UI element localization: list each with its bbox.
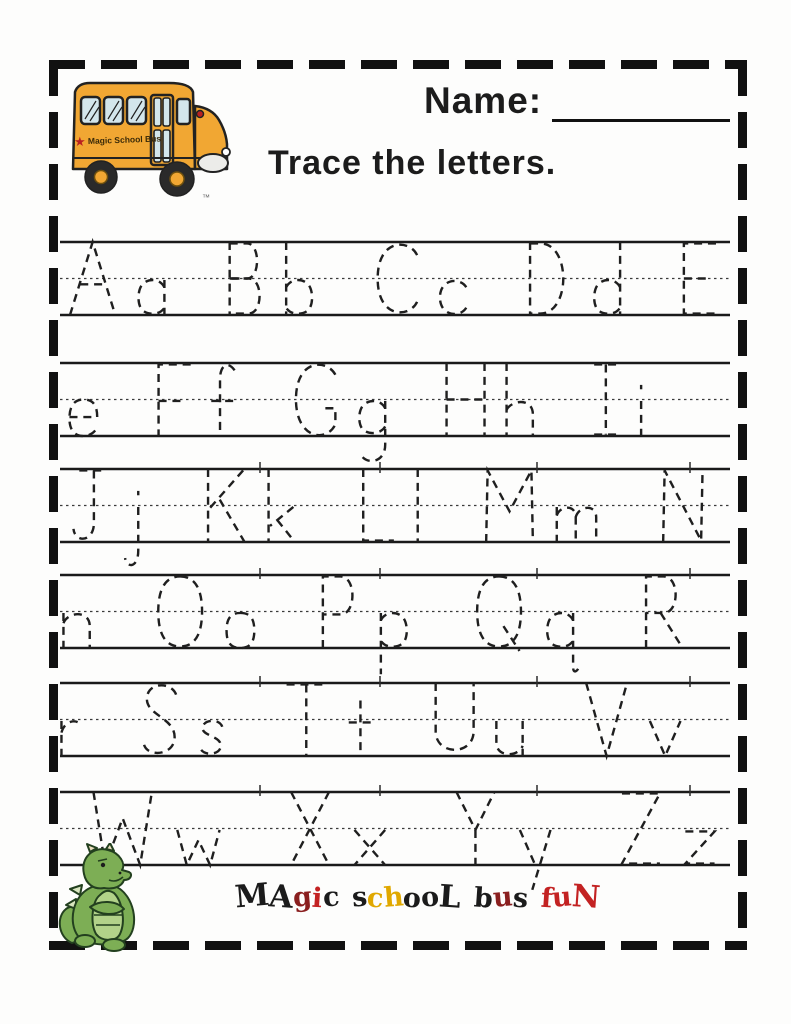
footer-letter [339,907,352,908]
name-row [424,80,730,122]
trace-letter [650,721,681,756]
footer-letter: o [419,881,441,914]
dragon-illustration [56,843,156,955]
trace-letter [447,363,485,436]
footer-letter: f [539,882,554,915]
trace-letter [177,830,219,865]
footer-letter: c [366,882,385,915]
footer-letter: s [350,881,369,914]
footer-letter: s [511,882,529,915]
footer-letter [461,905,474,906]
footer-letter: o [402,882,423,915]
footer-letter: A [268,878,295,916]
trace-letter [557,507,596,542]
trace-letter [138,280,164,315]
trace-letter [349,701,372,756]
footer-title [233,874,602,923]
trace-letter [61,721,81,756]
name-label: Name: [424,80,543,121]
trace-letter [436,683,474,750]
instruction-heading: Trace the letters. [268,144,557,182]
trace-letter [547,613,579,671]
dragon-icon [56,843,156,955]
footer-letter: g [292,881,314,914]
trace-letter [496,721,522,756]
trace-letter [440,281,466,314]
footer-letter: c [321,881,341,914]
trace-letter [363,469,394,541]
trace-letter [684,243,716,313]
trace-letter [230,242,260,315]
trace-letter [211,365,234,436]
name-blank-line [552,85,730,122]
footer-letter: u [551,881,574,914]
school-bus-icon [54,78,239,208]
trace-letter [291,792,329,865]
border-right [738,60,747,950]
footer-letter: L [438,878,463,916]
trace-row-5 [56,673,736,795]
footer-letter: N [570,878,602,916]
trace-letter [69,400,97,437]
trace-row-2 [56,353,736,475]
trace-row-4 [56,565,736,687]
trace-letter [208,469,245,542]
trace-letter [269,469,295,542]
trace-letter [144,685,176,753]
trace-letter [287,684,326,756]
trace-letter [323,576,353,648]
trace-letter [359,401,385,461]
trace-row-3 [56,459,736,581]
footer-letter: i [311,882,324,915]
trace-letter [381,613,407,674]
trace-letter [227,613,255,648]
footer-letter: h [382,881,405,914]
school-bus-illustration [54,78,239,208]
trace-letter [200,721,222,754]
footer-letter: u [491,881,514,914]
trace-letter [477,576,521,650]
trace-row-1 [56,232,736,354]
trace-letter [125,491,138,565]
bus-side-text: Magic School Bus [87,133,162,146]
footer-letter: b [473,882,495,915]
trace-letter [486,470,533,542]
bus-star-icon: ★ [74,134,86,149]
footer-letter: M [233,876,271,916]
trace-letter [354,830,385,865]
trace-letter [646,576,683,648]
border-top [49,60,747,69]
trace-letter [63,613,89,648]
trace-letter [685,831,714,863]
footer-letter [528,905,541,906]
trace-letter [73,470,102,538]
bus-trademark: ™ [202,193,210,202]
trace-letter [159,364,191,436]
